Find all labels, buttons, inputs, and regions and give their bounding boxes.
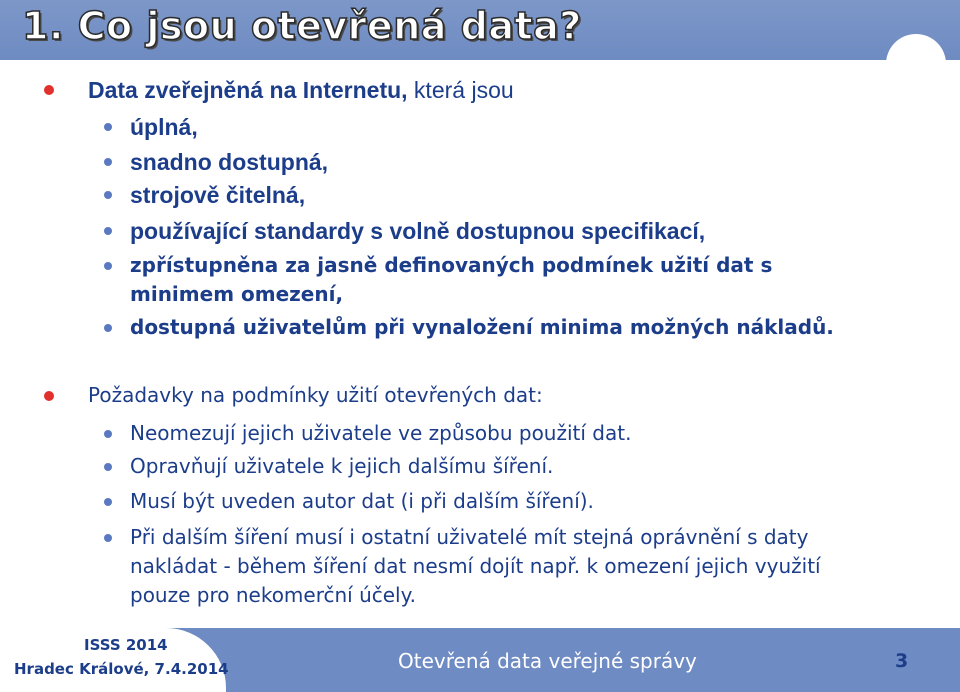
list-item: úplná, [130, 114, 198, 140]
bullet-marker [104, 227, 112, 235]
list-item: Neomezují jejich uživatele ve způsobu použití dat. [130, 421, 632, 445]
list-item-continuation: minimem omezení, [130, 282, 344, 306]
bullet-marker [104, 498, 112, 506]
list-item: strojově čitelná, [130, 182, 306, 208]
bullet-marker [104, 534, 112, 542]
bullet-marker [104, 324, 112, 332]
list-item: Musí být uveden autor dat (i při dalším šíření). [130, 489, 594, 513]
list-item: snadno dostupná, [130, 149, 329, 175]
bullet-marker [104, 158, 112, 166]
list-item-continuation: pouze pro nekomerční účely. [130, 583, 416, 607]
section1-intro [88, 75, 514, 106]
bullet-marker [104, 463, 112, 471]
bullet-marker [104, 262, 112, 270]
list-item: Opravňují uživatele k jejich dalšímu šíření. [130, 454, 554, 478]
bullet-marker [104, 191, 112, 199]
section1-intro-rest: která jsou [407, 77, 514, 103]
list-item: používající standardy s volně dostupnou specifikací, [130, 218, 706, 244]
list-item-continuation: nakládat - během šíření dat nesmí dojít např. k omezení jejich využití [130, 554, 821, 578]
bullet-marker [104, 430, 112, 438]
section2-intro: Požadavky na podmínky užití otevřených dat: [88, 383, 543, 407]
bullet-marker [104, 123, 112, 131]
footer-event: ISSS 2014 [84, 636, 168, 654]
list-item: Při dalším šíření musí i ostatní uživatelé mít stejná oprávnění s daty [130, 525, 809, 549]
list-item: zpřístupněna za jasně definovaných podmínek užití dat s [130, 253, 773, 277]
footer-presentation-title: Otevřená data veřejné správy [398, 649, 697, 673]
bullet-marker [44, 85, 54, 95]
list-item: dostupná uživatelům při vynaložení minima možných nákladů. [130, 315, 834, 339]
bullet-marker [44, 391, 54, 401]
footer-place-date: Hradec Králové, 7.4.2014 [14, 660, 229, 678]
slide-title: 1. Co jsou otevřená data? [22, 4, 582, 48]
section1-intro-bold: Data zveřejněná na Internetu, [88, 77, 408, 103]
page-number: 3 [895, 650, 909, 672]
